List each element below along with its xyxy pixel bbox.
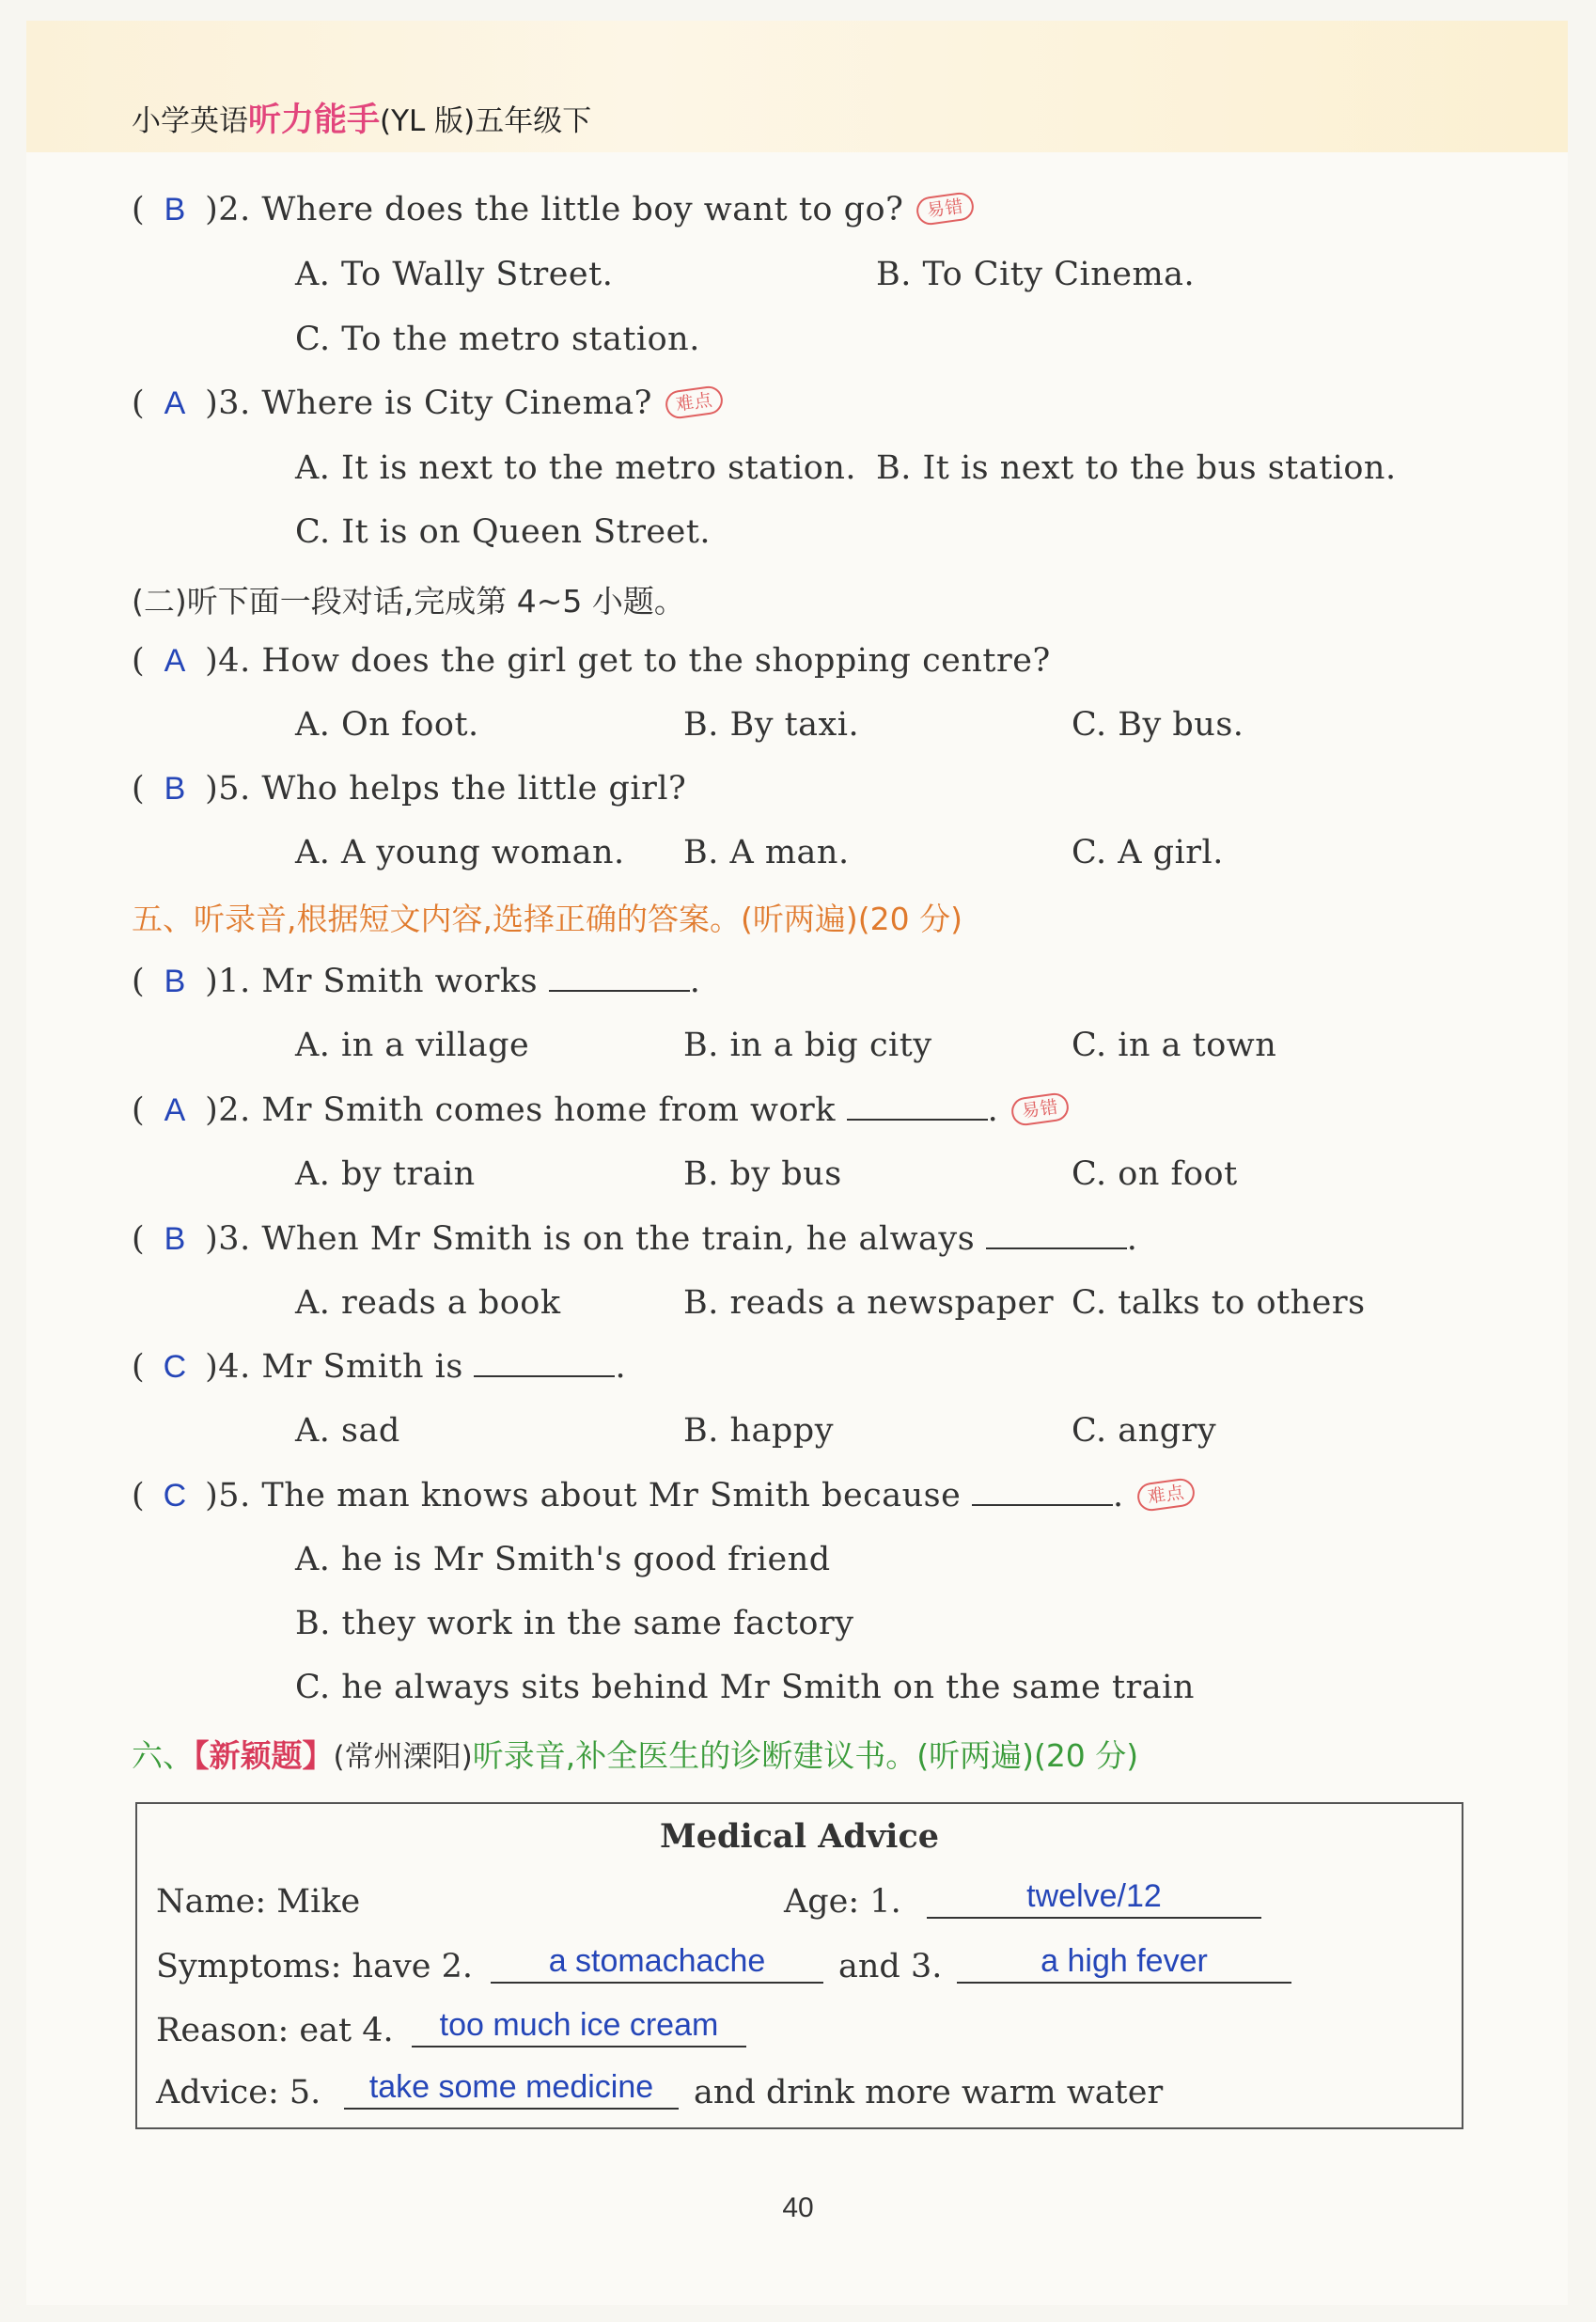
- option-a: A. A young woman.: [295, 834, 625, 871]
- symptoms-label: Symptoms: have 2.: [156, 1948, 473, 1985]
- answer: B: [164, 1221, 186, 1257]
- question-5-4: ( C )4. Mr Smith is .: [132, 1348, 627, 1386]
- reason-label: Reason: eat 4.: [156, 2012, 394, 2049]
- question-number: )4.: [205, 642, 251, 680]
- option-c: C. in a town: [1072, 1027, 1277, 1064]
- new-question-badge: 【新颖题】: [194, 1737, 334, 1774]
- answer-blank: [474, 1349, 615, 1377]
- answer: C: [163, 1478, 187, 1514]
- question-number: )2.: [205, 1091, 251, 1129]
- name-label: Name: Mike: [156, 1883, 361, 1921]
- option-b: B. To City Cinema.: [876, 256, 1196, 293]
- option-b: B. By taxi.: [683, 706, 860, 744]
- option-b: B. It is next to the bus station.: [876, 449, 1397, 487]
- option-a: A. To Wally Street.: [295, 256, 614, 293]
- section-6-heading: [132, 1732, 1138, 1776]
- question-text: Mr Smith comes home from work: [261, 1091, 836, 1129]
- answer: A: [164, 385, 186, 421]
- advice-answer: take some medicine: [344, 2070, 679, 2110]
- answer: C: [163, 1349, 187, 1385]
- question-text: When Mr Smith is on the train, he always: [261, 1220, 976, 1258]
- section-6-instruction: 听录音,补全医生的诊断建议书。(听两遍)(20 分): [472, 1737, 1139, 1774]
- option-c: C. By bus.: [1072, 706, 1244, 744]
- option-c: C. A girl.: [1072, 834, 1224, 871]
- question-text: Mr Smith is: [261, 1348, 463, 1386]
- difficult-stamp: 难点: [664, 384, 725, 420]
- page-number: 40: [782, 2192, 814, 2223]
- question-number: )1.: [205, 963, 251, 1000]
- option-a: A. in a village: [295, 1027, 530, 1064]
- question-end: .: [1126, 1220, 1138, 1258]
- question-end: .: [689, 963, 701, 1000]
- question-text: The man knows about Mr Smith because: [261, 1477, 962, 1514]
- question-number: )5.: [205, 770, 251, 808]
- answer: B: [164, 192, 186, 227]
- section-5-heading: 五、听录音,根据短文内容,选择正确的答案。(听两遍)(20 分): [132, 901, 962, 937]
- question-text: How does the girl get to the shopping centre?: [261, 642, 1051, 680]
- option-c: C. It is on Queen Street.: [295, 513, 712, 551]
- option-b: B. by bus: [683, 1155, 842, 1193]
- question-4-2: ( B )2. Where does the little boy want to go? 易错: [132, 191, 974, 228]
- option-b: B. in a big city: [683, 1027, 932, 1064]
- option-c: C. talks to others: [1072, 1284, 1366, 1322]
- symptom-1-answer: a stomachache: [491, 1944, 823, 1984]
- question-end: .: [615, 1348, 627, 1386]
- option-a: A. by train: [295, 1155, 476, 1193]
- age-label: Age: 1.: [784, 1883, 901, 1921]
- error-prone-stamp: 易错: [1009, 1091, 1071, 1127]
- question-5-5: ( C )5. The man knows about Mr Smith because . 难点: [132, 1477, 1195, 1514]
- option-b: B. happy: [683, 1412, 834, 1450]
- section-6-number: 六、: [132, 1737, 194, 1774]
- question-4-3: ( A )3. Where is City Cinema? 难点: [132, 384, 723, 422]
- answer: B: [164, 964, 186, 999]
- question-number: )2.: [205, 191, 251, 228]
- question-text: Where is City Cinema?: [261, 384, 652, 422]
- question-text: Mr Smith works: [261, 963, 539, 1000]
- answer-blank: [549, 964, 690, 992]
- medical-advice-form: [135, 1802, 1463, 2129]
- option-c: C. To the metro station.: [295, 321, 700, 358]
- question-end: .: [1112, 1477, 1124, 1514]
- reason-answer: too much ice cream: [412, 2008, 746, 2047]
- book-title: [132, 94, 591, 141]
- question-4-5: ( B )5. Who helps the little girl?: [132, 770, 687, 808]
- option-b: B. reads a newspaper: [683, 1284, 1055, 1322]
- answer: B: [164, 771, 186, 807]
- form-title: Medical Advice: [659, 1817, 940, 1856]
- answer: A: [164, 643, 186, 679]
- answer-blank: [972, 1478, 1113, 1506]
- option-a: A. sad: [295, 1412, 400, 1450]
- question-5-1: ( B )1. Mr Smith works .: [132, 963, 701, 1000]
- question-5-3: ( B )3. When Mr Smith is on the train, he always .: [132, 1220, 1138, 1258]
- book-title-suffix: (YL 版)五年级下: [380, 104, 592, 138]
- option-a: A. On foot.: [295, 706, 479, 744]
- question-4-4: ( A )4. How does the girl get to the shopping centre?: [132, 642, 1051, 680]
- option-a: A. It is next to the metro station.: [295, 449, 856, 487]
- answer-blank: [986, 1221, 1127, 1249]
- answer-blank: [847, 1092, 988, 1121]
- option-a: A. reads a book: [295, 1284, 561, 1322]
- answer: A: [164, 1092, 186, 1128]
- advice-label: Advice: 5.: [156, 2074, 321, 2111]
- advice-tail: and drink more warm water: [694, 2074, 1164, 2111]
- difficult-stamp: 难点: [1135, 1477, 1197, 1513]
- question-end: .: [987, 1091, 999, 1129]
- option-b: B. they work in the same factory: [295, 1605, 854, 1642]
- age-answer: twelve/12: [927, 1879, 1261, 1919]
- option-c: C. on foot: [1072, 1155, 1238, 1193]
- and-label: and 3.: [838, 1948, 943, 1985]
- option-c: C. he always sits behind Mr Smith on the same train: [295, 1669, 1195, 1706]
- option-c: C. angry: [1072, 1412, 1217, 1450]
- question-number: )3.: [205, 1220, 251, 1258]
- question-5-2: ( A )2. Mr Smith comes home from work . 易错: [132, 1091, 1069, 1129]
- subsection-heading: (二)听下面一段对话,完成第 4~5 小题。: [132, 583, 685, 620]
- option-b: B. A man.: [683, 834, 850, 871]
- question-number: )4.: [205, 1348, 251, 1386]
- error-prone-stamp: 易错: [915, 191, 977, 227]
- book-brand: 听力能手: [248, 102, 381, 139]
- question-number: )5.: [205, 1477, 251, 1514]
- question-text: Who helps the little girl?: [261, 770, 687, 808]
- question-text: Where does the little boy want to go?: [261, 191, 904, 228]
- question-source: (常州溧阳): [333, 1740, 473, 1774]
- question-number: )3.: [205, 384, 251, 422]
- symptom-2-answer: a high fever: [957, 1944, 1291, 1984]
- option-a: A. he is Mr Smith's good friend: [295, 1541, 831, 1578]
- page-header: [26, 21, 1568, 152]
- book-title-prefix: 小学英语: [132, 104, 248, 138]
